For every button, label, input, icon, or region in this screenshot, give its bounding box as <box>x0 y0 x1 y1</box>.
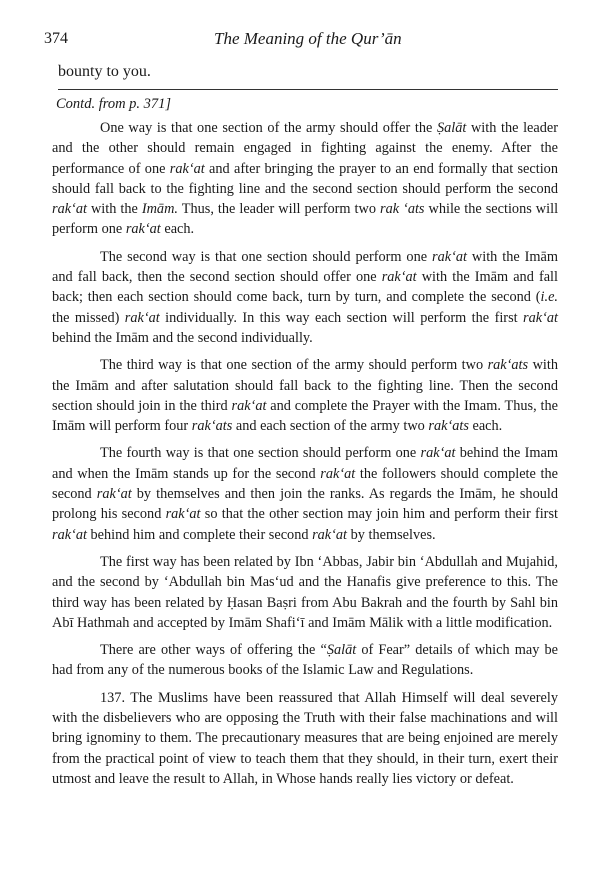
text-run: 137. The Muslims have been reassured that Allah Himself will deal severely with the disbelievers who are opposing the Truth with their false machinations and will bring ignominy to them. The precautionary measures that are being enjoined are merely from the practical point of view to teach them that they should, in their turn, exert their utmost and leave the result to Allah, in Whose hands really lies victory or defeat. <box>52 689 558 787</box>
italic-term: rak‘at <box>432 248 467 265</box>
note-137 <box>52 688 558 789</box>
italic-term: rak‘at <box>52 526 87 543</box>
text-run: with the Imām and fall back, then the second section should offer one <box>52 248 558 286</box>
text-run: The third way is that one section of the army should perform two <box>100 357 488 374</box>
text-run: so that the other section may join him and perform their first <box>200 506 558 523</box>
italic-term: rak‘at <box>52 201 87 218</box>
text-run: each. <box>468 418 503 435</box>
text-run: the followers should complete the second <box>52 465 558 503</box>
text-run: by themselves. <box>347 526 436 543</box>
italic-term: rak‘at <box>96 486 132 503</box>
text-run: with the <box>86 201 142 218</box>
italic-term: Ṣalāt <box>326 642 357 659</box>
text-run: The first way has been related by Ibn ‘Abbas, Jabir bin ‘Abdullah and Mujahid, and the second by ‘Abdullah bin Mas‘ud and the Hanafis give preference to this. The third way has been related by Ḥasan Baṣri from Abu Bakrah and the fourth by Sahl bin Abī Hathmah and accepted by Imām Shafi‘ī and Imām Mālik with a little modification. <box>52 553 558 631</box>
paragraph-second-way <box>52 247 558 348</box>
italic-term: rak‘ats <box>191 418 233 435</box>
italic-term: Imām. <box>141 201 178 218</box>
continued-note: Contd. from p. 371] <box>56 96 172 112</box>
text-run: individually. In this way each section will perform the first <box>159 309 524 326</box>
text-run: by themselves and then join the ranks. As regards the Imām, he should prolong his second <box>52 486 558 523</box>
text-run: The fourth way is that one section should perform one <box>100 445 421 462</box>
italic-term: rak‘at <box>125 221 161 238</box>
text-run: while the sections will perform one <box>52 201 559 238</box>
text-run: with the Imām and fall back; then each section should come back, turn by turn, and complete the second ( <box>52 269 558 306</box>
paragraph-other-ways <box>52 640 558 681</box>
text-run: There are other ways of offering the “ <box>100 642 327 659</box>
text-run: behind the Imām and the second individually. <box>52 329 313 346</box>
italic-term: rak‘at <box>320 465 356 482</box>
italic-term: rak‘at <box>124 309 160 326</box>
text-run: Thus, the leader will perform two <box>177 201 380 218</box>
paragraph-fourth-way <box>52 443 558 544</box>
paragraph-third-way <box>52 355 558 436</box>
italic-term: Ṣalāt <box>436 120 467 136</box>
italic-term: rak‘at <box>523 309 558 326</box>
text-run: with the leader and the other should remain engaged in fighting against the enemy. After the performance of one <box>52 120 558 177</box>
running-title: The Meaning of the Qur’ān <box>214 29 402 48</box>
commentary-body <box>52 118 558 796</box>
italic-term: rak‘at <box>381 269 417 286</box>
text-run: the missed) <box>52 309 125 326</box>
italic-term: rak‘at <box>169 160 205 177</box>
text-run: and each section of the army two <box>232 418 429 435</box>
text-run: and after bringing the prayer to an end formally that section should fall back to the fighting line and the second section should perform the second <box>52 160 558 197</box>
text-run: behind the Imam and when the Imām stands up for the second <box>52 445 558 482</box>
paragraph-first-way <box>52 118 558 240</box>
continued-text: bounty to you. <box>58 63 151 80</box>
page-number: 374 <box>44 30 68 47</box>
text-run: behind him and complete their second <box>86 526 313 543</box>
text-run: The second way is that one section should perform one <box>100 248 433 265</box>
italic-term: rak‘at <box>165 506 201 523</box>
italic-term: rak‘at <box>231 397 267 414</box>
italic-term: rak‘ats <box>428 418 469 435</box>
text-run: of Fear” details of which may be had from any of the numerous books of the Islamic Law and Regulations. <box>52 642 558 679</box>
text-run: with the Imām and after salutation should fall back to the fighting line. Then the second section should join in the third <box>52 357 558 414</box>
italic-term: rak‘ats <box>487 357 529 374</box>
italic-term: i.e. <box>540 289 558 306</box>
italic-term: rak‘at <box>420 445 456 462</box>
paragraph-sources <box>52 552 558 633</box>
italic-term: rak ‘ats <box>380 201 425 218</box>
text-run: One way is that one section of the army should offer the <box>100 120 437 136</box>
text-run: and complete the Prayer with the Imam. Thus, the Imām will perform four <box>52 397 559 435</box>
text-run: each. <box>160 221 195 238</box>
footnote-divider <box>58 89 558 90</box>
italic-term: rak‘at <box>312 526 348 543</box>
